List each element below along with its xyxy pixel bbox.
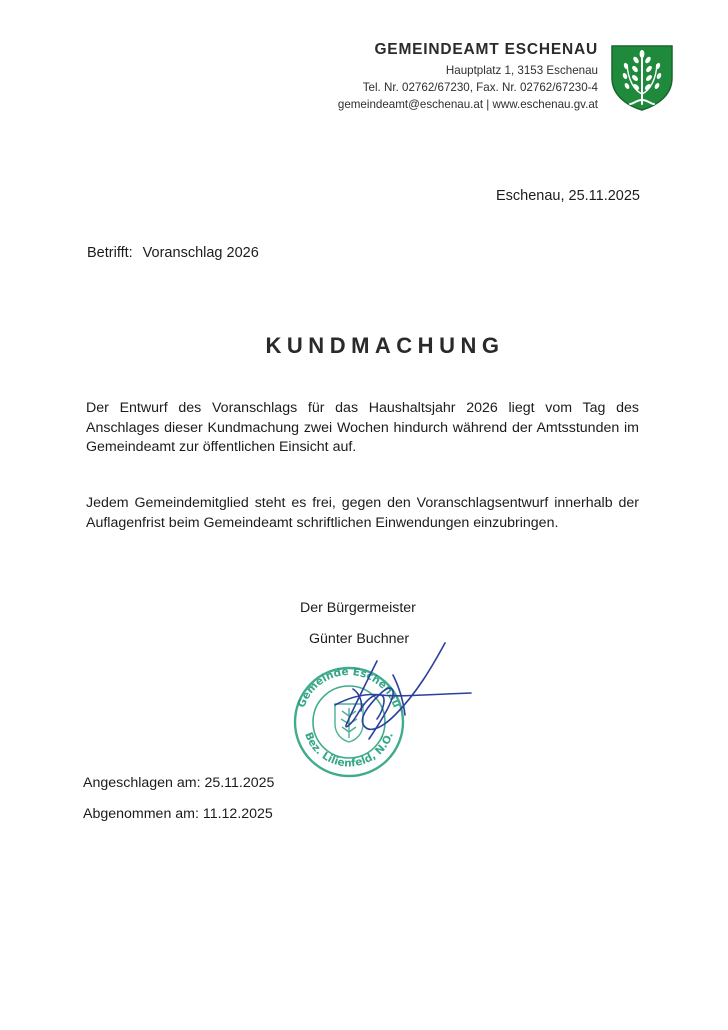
body-paragraph-2: Jedem Gemeindemitglied steht es frei, gegen den Voranschlagsentwurf innerhalb der Auflagenfrist beim Gemeindeamt schriftlichen Einwendungen einzubringen. bbox=[86, 495, 639, 531]
signatory-name: Günter Buchner bbox=[309, 631, 410, 647]
document-title: KUNDMACHUNG bbox=[265, 333, 505, 358]
organization-address: Hauptplatz 1, 3153 Eschenau bbox=[445, 64, 598, 77]
signatory-title: Der Bürgermeister bbox=[300, 600, 416, 616]
letter-date: Eschenau, 25.11.2025 bbox=[495, 188, 640, 204]
body-paragraph-1: Der Entwurf des Voranschlags für das Haushaltsjahr 2026 liegt vom Tag des Anschlages dieser Kundmachung zwei Wochen hindurch während der Amtsstunden im Gemeindeamt zur öffentlichen Einsicht auf. bbox=[86, 400, 639, 455]
subject-line bbox=[87, 245, 259, 261]
removed-date: Abgenommen am: 11.12.2025 bbox=[83, 806, 273, 822]
subject-value: Voranschlag 2026 bbox=[142, 245, 259, 261]
stamp-text-bottom: Bez. Lilienfeld, N.Ö. bbox=[302, 730, 396, 770]
organization-email-web: gemeindeamt@eschenau.at | www.eschenau.gv.at bbox=[337, 98, 598, 111]
posted-date: Angeschlagen am: 25.11.2025 bbox=[83, 775, 275, 791]
organization-phone-fax: Tel. Nr. 02762/67230, Fax. Nr. 02762/67230-4 bbox=[362, 81, 598, 94]
stamp-text-top: Gemeinde Eschenau bbox=[295, 665, 403, 710]
organization-name: GEMEINDEAMT ESCHENAU bbox=[374, 41, 598, 58]
green-shield-tree-crest-icon bbox=[610, 44, 674, 112]
handwritten-signature bbox=[295, 635, 480, 755]
subject-label: Betrifft: bbox=[87, 245, 133, 261]
